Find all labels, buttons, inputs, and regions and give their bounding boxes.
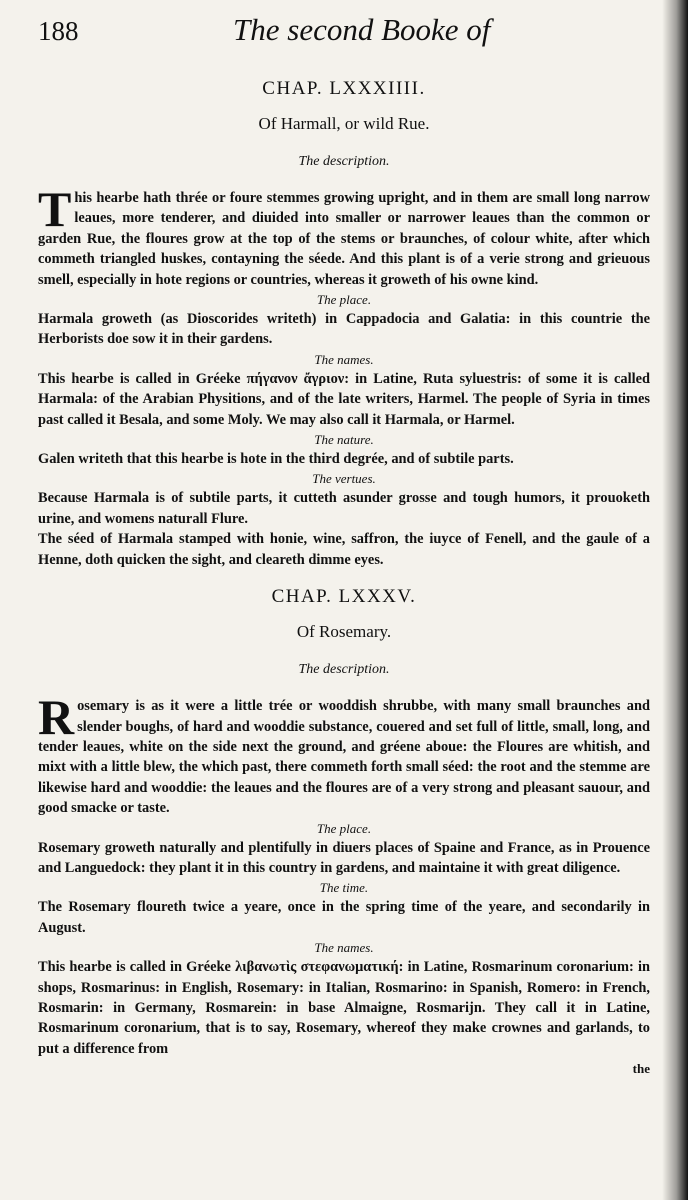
book-page xyxy=(38,10,650,1077)
description-heading: The description. xyxy=(298,154,390,169)
description-heading: The description. xyxy=(298,662,390,678)
chapter-84 xyxy=(38,78,650,570)
running-title: The second Booke of xyxy=(233,12,491,47)
names-text: This hearbe is called in Gréeke πήγανον ἄγριον: in Latine, Ruta syluestris: of some it is called Harmala: of the Arabian Physitions, and of the late writers, Harmel. The people of Syria in times past called it Besala, and some Moly. We may also call it Harmala, or Harmel. xyxy=(38,370,650,428)
chapter-85 xyxy=(38,586,650,1077)
chapter-subject: Of Harmall, or wild Rue. xyxy=(258,114,430,133)
vertues-text-2: The séed of Harmala stamped with honie, wine, saffron, the iuyce of Fenell, and the gaule of a Henne, doth quicken the sight, and cleareth dimme eyes. xyxy=(38,531,650,568)
names-text: This hearbe is called in Gréeke λιβανωτὶς στεφανωματική: in Latine, Rosmarinum coronarium: in shops, Rosmarinus: in English, Rosemary: in Italian, Rosmarino: in Spanish, Romero: in French, Rosmarin: in Germany, Rosmarein: in base Almaigne, Rosmarijn. They call it in Latine, Rosmarinum coronarium, that is to say, Rosemary, whereof they make crownes and garlands, to put a difference from xyxy=(38,959,650,1057)
catchword: the xyxy=(632,1061,650,1077)
chapter-number: CHAP. LXXXIIII. xyxy=(262,78,426,99)
time-text: The Rosemary floureth twice a yeare, once in the spring time of the yeare, and secondarily in August. xyxy=(38,899,650,936)
description-text: This hearbe hath thrée or foure stemmes growing upright, and in them are small long narrow leaues, more tenderer, and diuided into smaller or narrower leaues than the common or garden Rue, the floures grow at the top of the stems or braunches, of colour white, after which commeth triangled huskes, contayning the séede. And this plant is of a verie strong and grieuous smell, especially in hote regions or countries, whereas it groweth of his owne kind. xyxy=(38,181,650,288)
vertues-heading: The vertues. xyxy=(312,471,376,487)
place-text: Rosemary groweth naturally and plentifully in diuers places of Spaine and France, as in Prouence and Languedock: they plant it in this country in gardens, and maintaine it with great diligence. xyxy=(38,839,650,876)
place-heading: The place. xyxy=(316,820,372,836)
nature-text: Galen writeth that this hearbe is hote in the third degrée, and of subtile parts. xyxy=(38,451,514,468)
book-spine-shadow xyxy=(662,0,688,1200)
chapter-number: CHAP. LXXXV. xyxy=(271,586,417,608)
running-head xyxy=(38,10,650,54)
chapter-subject: Of Rosemary. xyxy=(296,622,392,642)
place-text: Harmala groweth (as Dioscorides writeth) in Cappadocia and Galatia: in this countrie the Herborists doe sow it in their gardens. xyxy=(38,311,650,348)
place-heading: The place. xyxy=(316,292,372,308)
page-number: 188 xyxy=(38,16,79,46)
nature-heading: The nature. xyxy=(314,432,374,448)
description-text: Rosemary is as it were a little trée or wooddish shrubbe, with many small braunches and slender boughs, of hard and wooddie substance, couered and set full of little, small, long, and tender leaues, white on the side next the ground, and gréene aboue: the Floures are whitish, and mixt with a little blew, the which past, there commeth forth small séed: the root and the stemme are likewise hard and wooddie: the leaues and the floures are of a very strong and pleasant sauour, and good smacke or taste. xyxy=(38,689,650,817)
names-heading: The names. xyxy=(314,940,374,956)
vertues-text-1: Because Harmala is of subtile parts, it cutteth asunder grosse and tough humors, it prouoketh urine, and womens naturall Flure. xyxy=(38,490,650,527)
names-heading: The names. xyxy=(314,351,374,367)
time-heading: The time. xyxy=(319,880,369,896)
